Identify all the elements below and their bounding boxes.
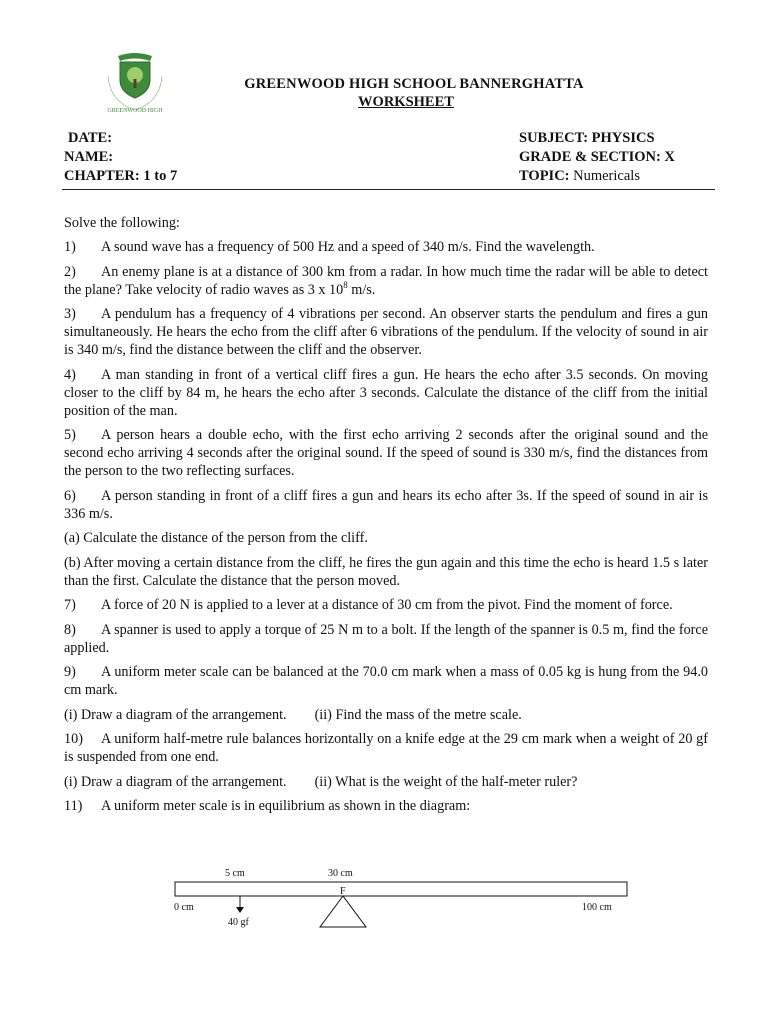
question-10 xyxy=(64,730,708,766)
school-title: GREENWOOD HIGH SCHOOL BANNERGHATTA xyxy=(244,76,584,92)
question-number: 9) xyxy=(64,664,76,680)
date-field xyxy=(68,130,112,147)
question-6a: (a) Calculate the distance of the person from the cliff. xyxy=(64,530,368,546)
meter-scale-diagram xyxy=(168,864,638,936)
grade-value: X xyxy=(664,149,675,165)
topic-label: TOPIC: xyxy=(519,168,570,184)
name-label: NAME: xyxy=(64,149,114,165)
question-number: 1) xyxy=(64,239,76,255)
fulcrum-triangle xyxy=(320,896,366,927)
question-5 xyxy=(64,426,708,480)
subject-value: PHYSICS xyxy=(591,130,655,146)
question-11 xyxy=(64,797,708,815)
question-number: 3) xyxy=(64,306,76,322)
meter-scale xyxy=(175,882,627,896)
subject-field xyxy=(519,130,655,147)
subject-label: SUBJECT: xyxy=(519,130,589,146)
question-text: A sound wave has a frequency of 500 Hz and a speed of 340 m/s. Find the wavelength. xyxy=(101,239,595,255)
header-divider xyxy=(62,189,715,190)
question-text: An enemy plane is at a distance of 300 km from a radar. In how much time the radar will be able to detect the plane? Take velocity of radio waves as 3 x 10 xyxy=(64,263,708,298)
question-2 xyxy=(64,263,708,299)
label-100cm: 100 cm xyxy=(582,902,612,913)
question-number: 5) xyxy=(64,427,76,443)
question-10-part-i: (i) Draw a diagram of the arrangement. xyxy=(64,773,287,790)
arrow-down-icon xyxy=(236,907,244,913)
question-text: A person hears a double echo, with the first echo arriving 2 seconds after the original sound and the second echo arriving 4 seconds after the original sound. If the speed of sound is 330 m/s, find the distances from the person to the two reflecting surfaces. xyxy=(64,427,708,479)
label-40gf: 40 gf xyxy=(228,917,249,928)
question-3 xyxy=(64,305,708,359)
worksheet-title: WORKSHEET xyxy=(358,94,454,110)
exponent: 8 xyxy=(343,279,348,290)
logo-text: GREENWOOD HIGH xyxy=(107,108,163,114)
topic-value: Numericals xyxy=(573,168,640,184)
question-text: A man standing in front of a vertical cliff fires a gun. He hears the echo after 3.5 seconds. On moving closer to the cliff by 84 m, he hears the echo after 3 seconds. Calculate the distance of the cliff from the initial position of the man. xyxy=(64,366,708,419)
question-6 xyxy=(64,487,708,523)
question-number: 6) xyxy=(64,487,76,504)
question-number: 8) xyxy=(64,621,76,638)
question-8 xyxy=(64,621,708,657)
date-label: DATE: xyxy=(68,130,113,146)
question-text: A uniform meter scale is in equilibrium as shown in the diagram: xyxy=(101,798,471,814)
label-0cm: 0 cm xyxy=(174,902,194,913)
question-number: 11) xyxy=(64,798,83,814)
question-number: 4) xyxy=(64,366,76,383)
name-field xyxy=(64,149,113,166)
question-text: A uniform meter scale can be balanced at the 70.0 cm mark when a mass of 0.05 kg is hung from the 94.0 cm mark. xyxy=(64,664,708,698)
label-30cm: 30 cm xyxy=(328,868,353,879)
topic-field xyxy=(519,168,640,185)
grade-label: GRADE & SECTION: xyxy=(519,149,661,165)
chapter-label: CHAPTER: xyxy=(64,168,140,184)
question-9 xyxy=(64,663,708,699)
question-9-parts xyxy=(64,706,708,724)
question-text: A force of 20 N is applied to a lever at a distance of 30 cm from the pivot. Find the moment of force. xyxy=(101,597,673,613)
question-10-part-ii: (ii) What is the weight of the half-meter ruler? xyxy=(314,773,578,790)
chapter-value: 1 to 7 xyxy=(143,168,178,184)
question-9-part-i: (i) Draw a diagram of the arrangement. xyxy=(64,706,287,723)
question-text: A pendulum has a frequency of 4 vibrations per second. An observer starts the pendulum and fires a gun simultaneously. He hears the echo from the cliff after 6 vibrations of the pendulum. If the velocity of sound in air is 340 m/s, find the distance between the cliff and the observer. xyxy=(64,306,708,358)
question-7 xyxy=(64,596,708,614)
chapter-field xyxy=(64,168,177,185)
question-text: A person standing in front of a cliff fires a gun and hears its echo after 3s. If the speed of sound in air is 336 m/s. xyxy=(64,487,708,522)
question-text: A uniform half-metre rule balances horizontally on a knife edge at the 29 cm mark when a weight of 20 gf is suspended from one end. xyxy=(64,731,708,765)
label-fulcrum: F xyxy=(340,886,346,897)
label-5cm: 5 cm xyxy=(225,868,245,879)
question-number: 2) xyxy=(64,263,76,280)
worksheet-body xyxy=(64,214,708,822)
question-6b: (b) After moving a certain distance from the cliff, he fires the gun again and this time the echo is heard 1.5 s later than the first. Calculate the distance that the person moved. xyxy=(64,554,708,589)
question-9-part-ii: (ii) Find the mass of the metre scale. xyxy=(314,706,522,723)
question-text-end: m/s. xyxy=(347,281,376,298)
question-10-parts xyxy=(64,773,708,791)
grade-field xyxy=(519,149,675,166)
question-4 xyxy=(64,366,708,420)
question-1 xyxy=(64,238,708,256)
question-number: 10) xyxy=(64,731,83,747)
instructions: Solve the following: xyxy=(64,215,180,231)
question-text: A spanner is used to apply a torque of 25 N m to a bolt. If the length of the spanner is 0.5 m, find the force applied. xyxy=(64,621,708,656)
question-number: 7) xyxy=(64,597,76,613)
